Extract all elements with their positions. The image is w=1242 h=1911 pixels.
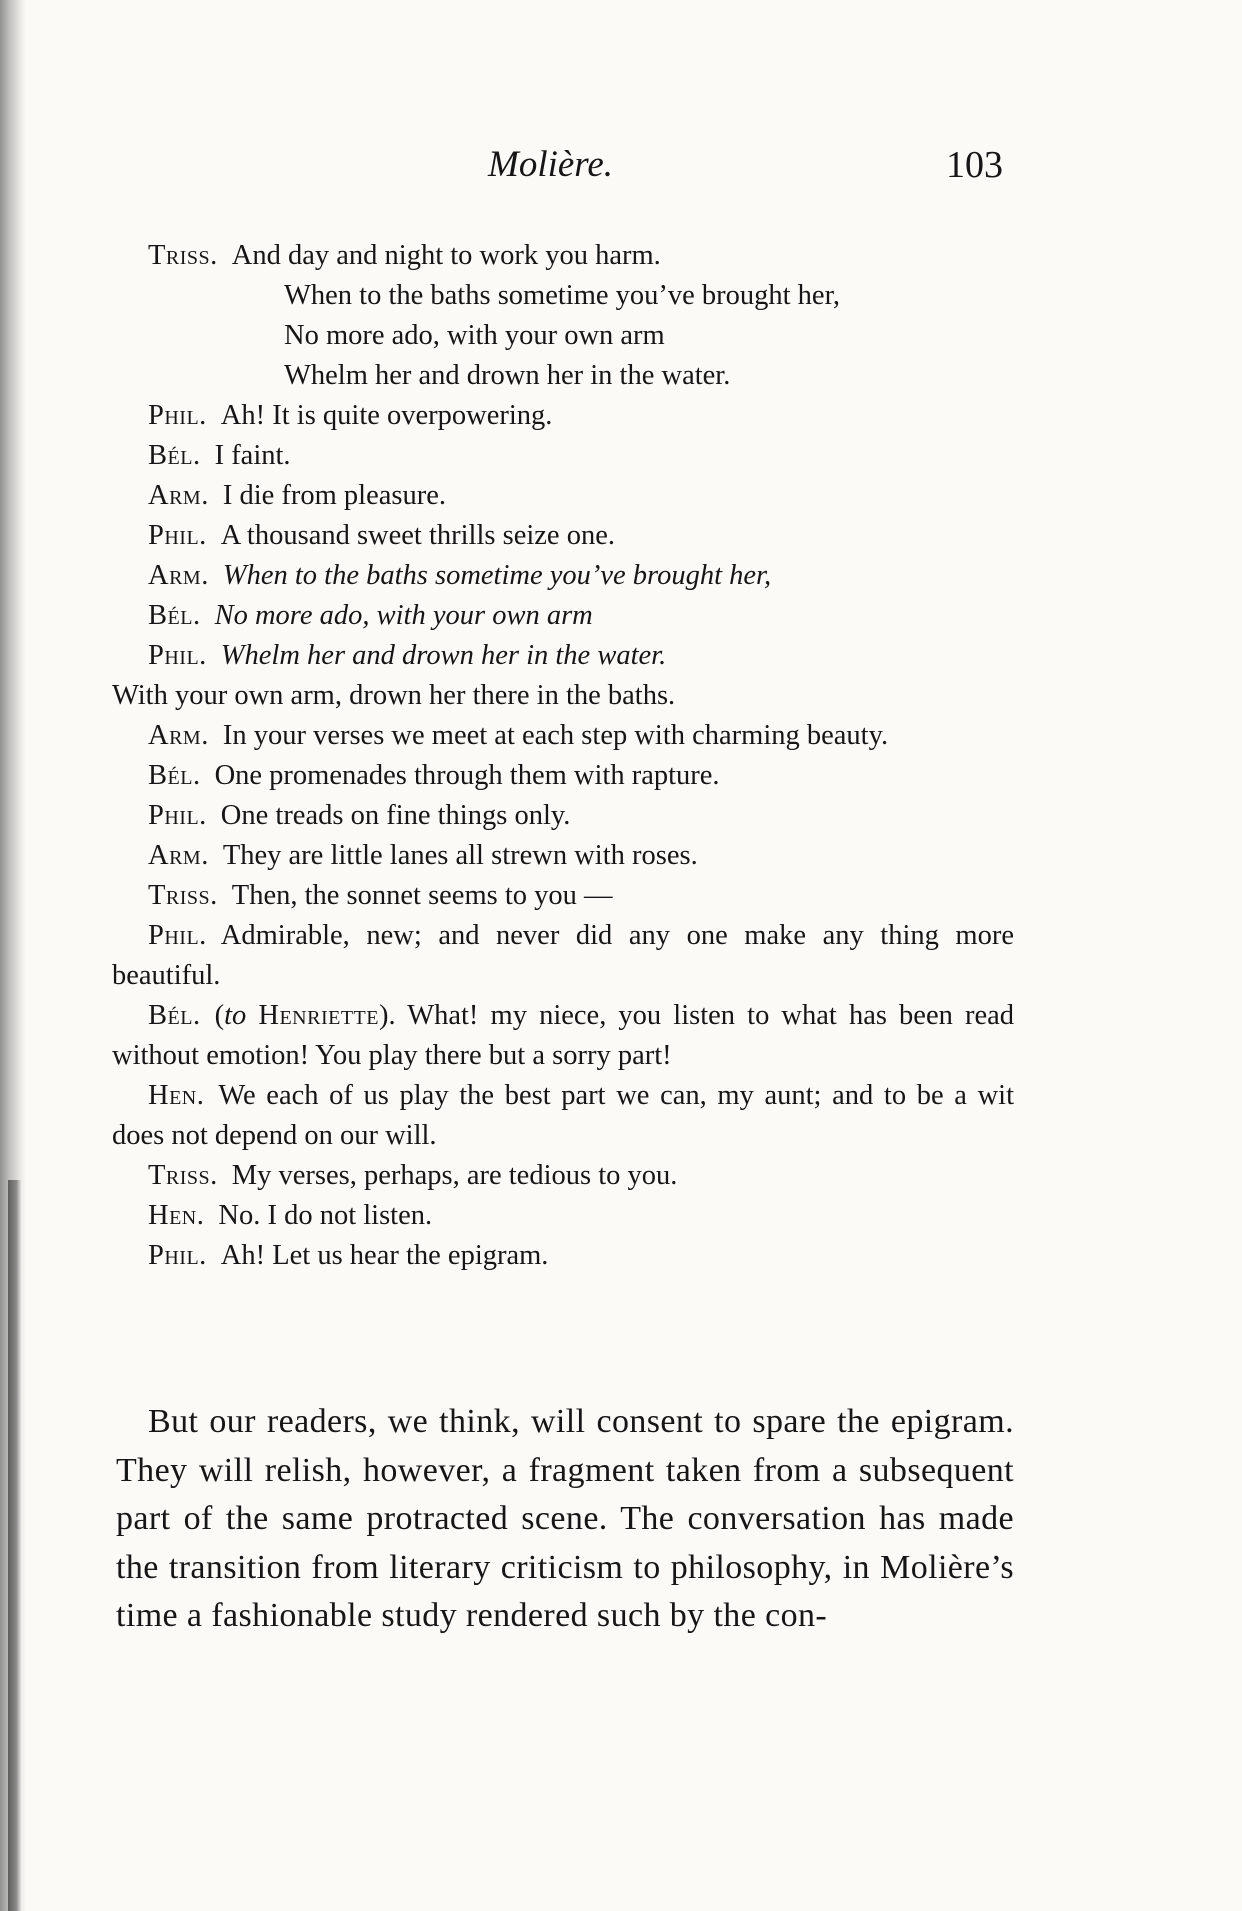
speech-philaminte (112, 1236, 1014, 1276)
speech-text: Admirable, new; and never did any one make any thing more beautiful. (112, 920, 1014, 991)
speech-text: Whelm her and drown her in the water. (220, 640, 667, 671)
verse-line: Whelm her and drown her in the water. (284, 360, 731, 391)
speech-text: What! my niece, you listen to what has been read without emotion! You play there but a sorry part! (112, 1000, 1015, 1071)
speech-philaminte (112, 516, 1014, 556)
speech-text: My verses, perhaps, are tedious to you. (231, 1160, 678, 1191)
speech-text: A thousand sweet thrills seize one. (220, 520, 615, 551)
speaker-label: Bél. (148, 760, 201, 791)
speech-belise (112, 596, 1014, 636)
speech-philaminte (112, 636, 1014, 676)
speech-belise (112, 996, 1014, 1076)
speaker-label: Phil. (148, 920, 207, 951)
page-header (0, 143, 1242, 193)
stage-direction: (to Henriette). (214, 1000, 396, 1031)
play-excerpt (112, 236, 1014, 1276)
speech-text: Ah! It is quite overpowering. (220, 400, 553, 431)
speech-trissotin (112, 876, 1014, 916)
speech-armande (112, 556, 1014, 596)
speaker-label: Arm. (148, 560, 209, 591)
stage-direction-to: to (224, 1000, 247, 1031)
speech-belise (112, 436, 1014, 476)
speech-text: They are little lanes all strewn with roses. (222, 840, 698, 871)
verse-line: No more ado, with your own arm (284, 320, 665, 351)
speaker-label: Arm. (148, 840, 209, 871)
speaker-label: Triss. (148, 240, 218, 271)
speech-text: When to the baths sometime you’ve brought her, (222, 560, 772, 591)
verse-line: When to the baths sometime you’ve brought her, (284, 280, 841, 311)
speaker-label: Bél. (148, 1000, 201, 1031)
speech-text: One treads on fine things only. (220, 800, 571, 831)
body-paragraph: But our readers, we think, will consent to spare the epigram. They will relish, however, a fragment taken from a subsequent part of the same protracted scene. The conversation has made the transition from literary criticism to philosophy, in Molière’s time a fashionable study rendered such by the con- (116, 1403, 1014, 1634)
speech-text: Ah! Let us hear the epigram. (220, 1240, 549, 1271)
speaker-label: Arm. (148, 720, 209, 751)
speech-text: No more ado, with your own arm (214, 600, 593, 631)
page-number: 103 (946, 144, 1003, 186)
speech-text: I die from pleasure. (222, 480, 447, 511)
speaker-label: Triss. (148, 880, 218, 911)
speech-armande (112, 836, 1014, 876)
speaker-label: Arm. (148, 480, 209, 511)
running-title: Molière. (488, 144, 614, 185)
speech-trissotin (112, 236, 1014, 276)
speech-text: One promenades through them with rapture. (214, 760, 720, 791)
speaker-label: Phil. (148, 520, 207, 551)
speech-henriette (112, 1196, 1014, 1236)
speech-text: In your verses we meet at each step with charming beauty. (222, 720, 889, 751)
speech-text: I faint. (214, 440, 291, 471)
speech-belise (112, 756, 1014, 796)
speaker-label: Phil. (148, 400, 207, 431)
stage-direction-name: Henriette (258, 1000, 379, 1031)
speech-philaminte (112, 396, 1014, 436)
book-spine-edge (8, 1180, 22, 1911)
speech-philaminte (112, 916, 1014, 996)
speaker-label: Phil. (148, 640, 207, 671)
speaker-label: Phil. (148, 1240, 207, 1271)
speaker-label: Phil. (148, 800, 207, 831)
speech-trissotin (112, 1156, 1014, 1196)
speaker-label: Hen. (148, 1200, 205, 1231)
speech-continuation: With your own arm, drown her there in the baths. (112, 680, 676, 711)
speech-text: Then, the sonnet seems to you — (231, 880, 613, 911)
speaker-label: Triss. (148, 1160, 218, 1191)
speech-henriette (112, 1076, 1014, 1156)
speaker-label: Bél. (148, 600, 201, 631)
speech-text: We each of us play the best part we can, my aunt; and to be a wit does not depend on our will. (112, 1080, 1014, 1151)
speech-armande (112, 476, 1014, 516)
verse-line: And day and night to work you harm. (231, 240, 661, 271)
speech-armande (112, 716, 1014, 756)
speaker-label: Hen. (148, 1080, 205, 1111)
speech-philaminte (112, 796, 1014, 836)
speech-text: No. I do not listen. (218, 1200, 433, 1231)
speaker-label: Bél. (148, 440, 201, 471)
